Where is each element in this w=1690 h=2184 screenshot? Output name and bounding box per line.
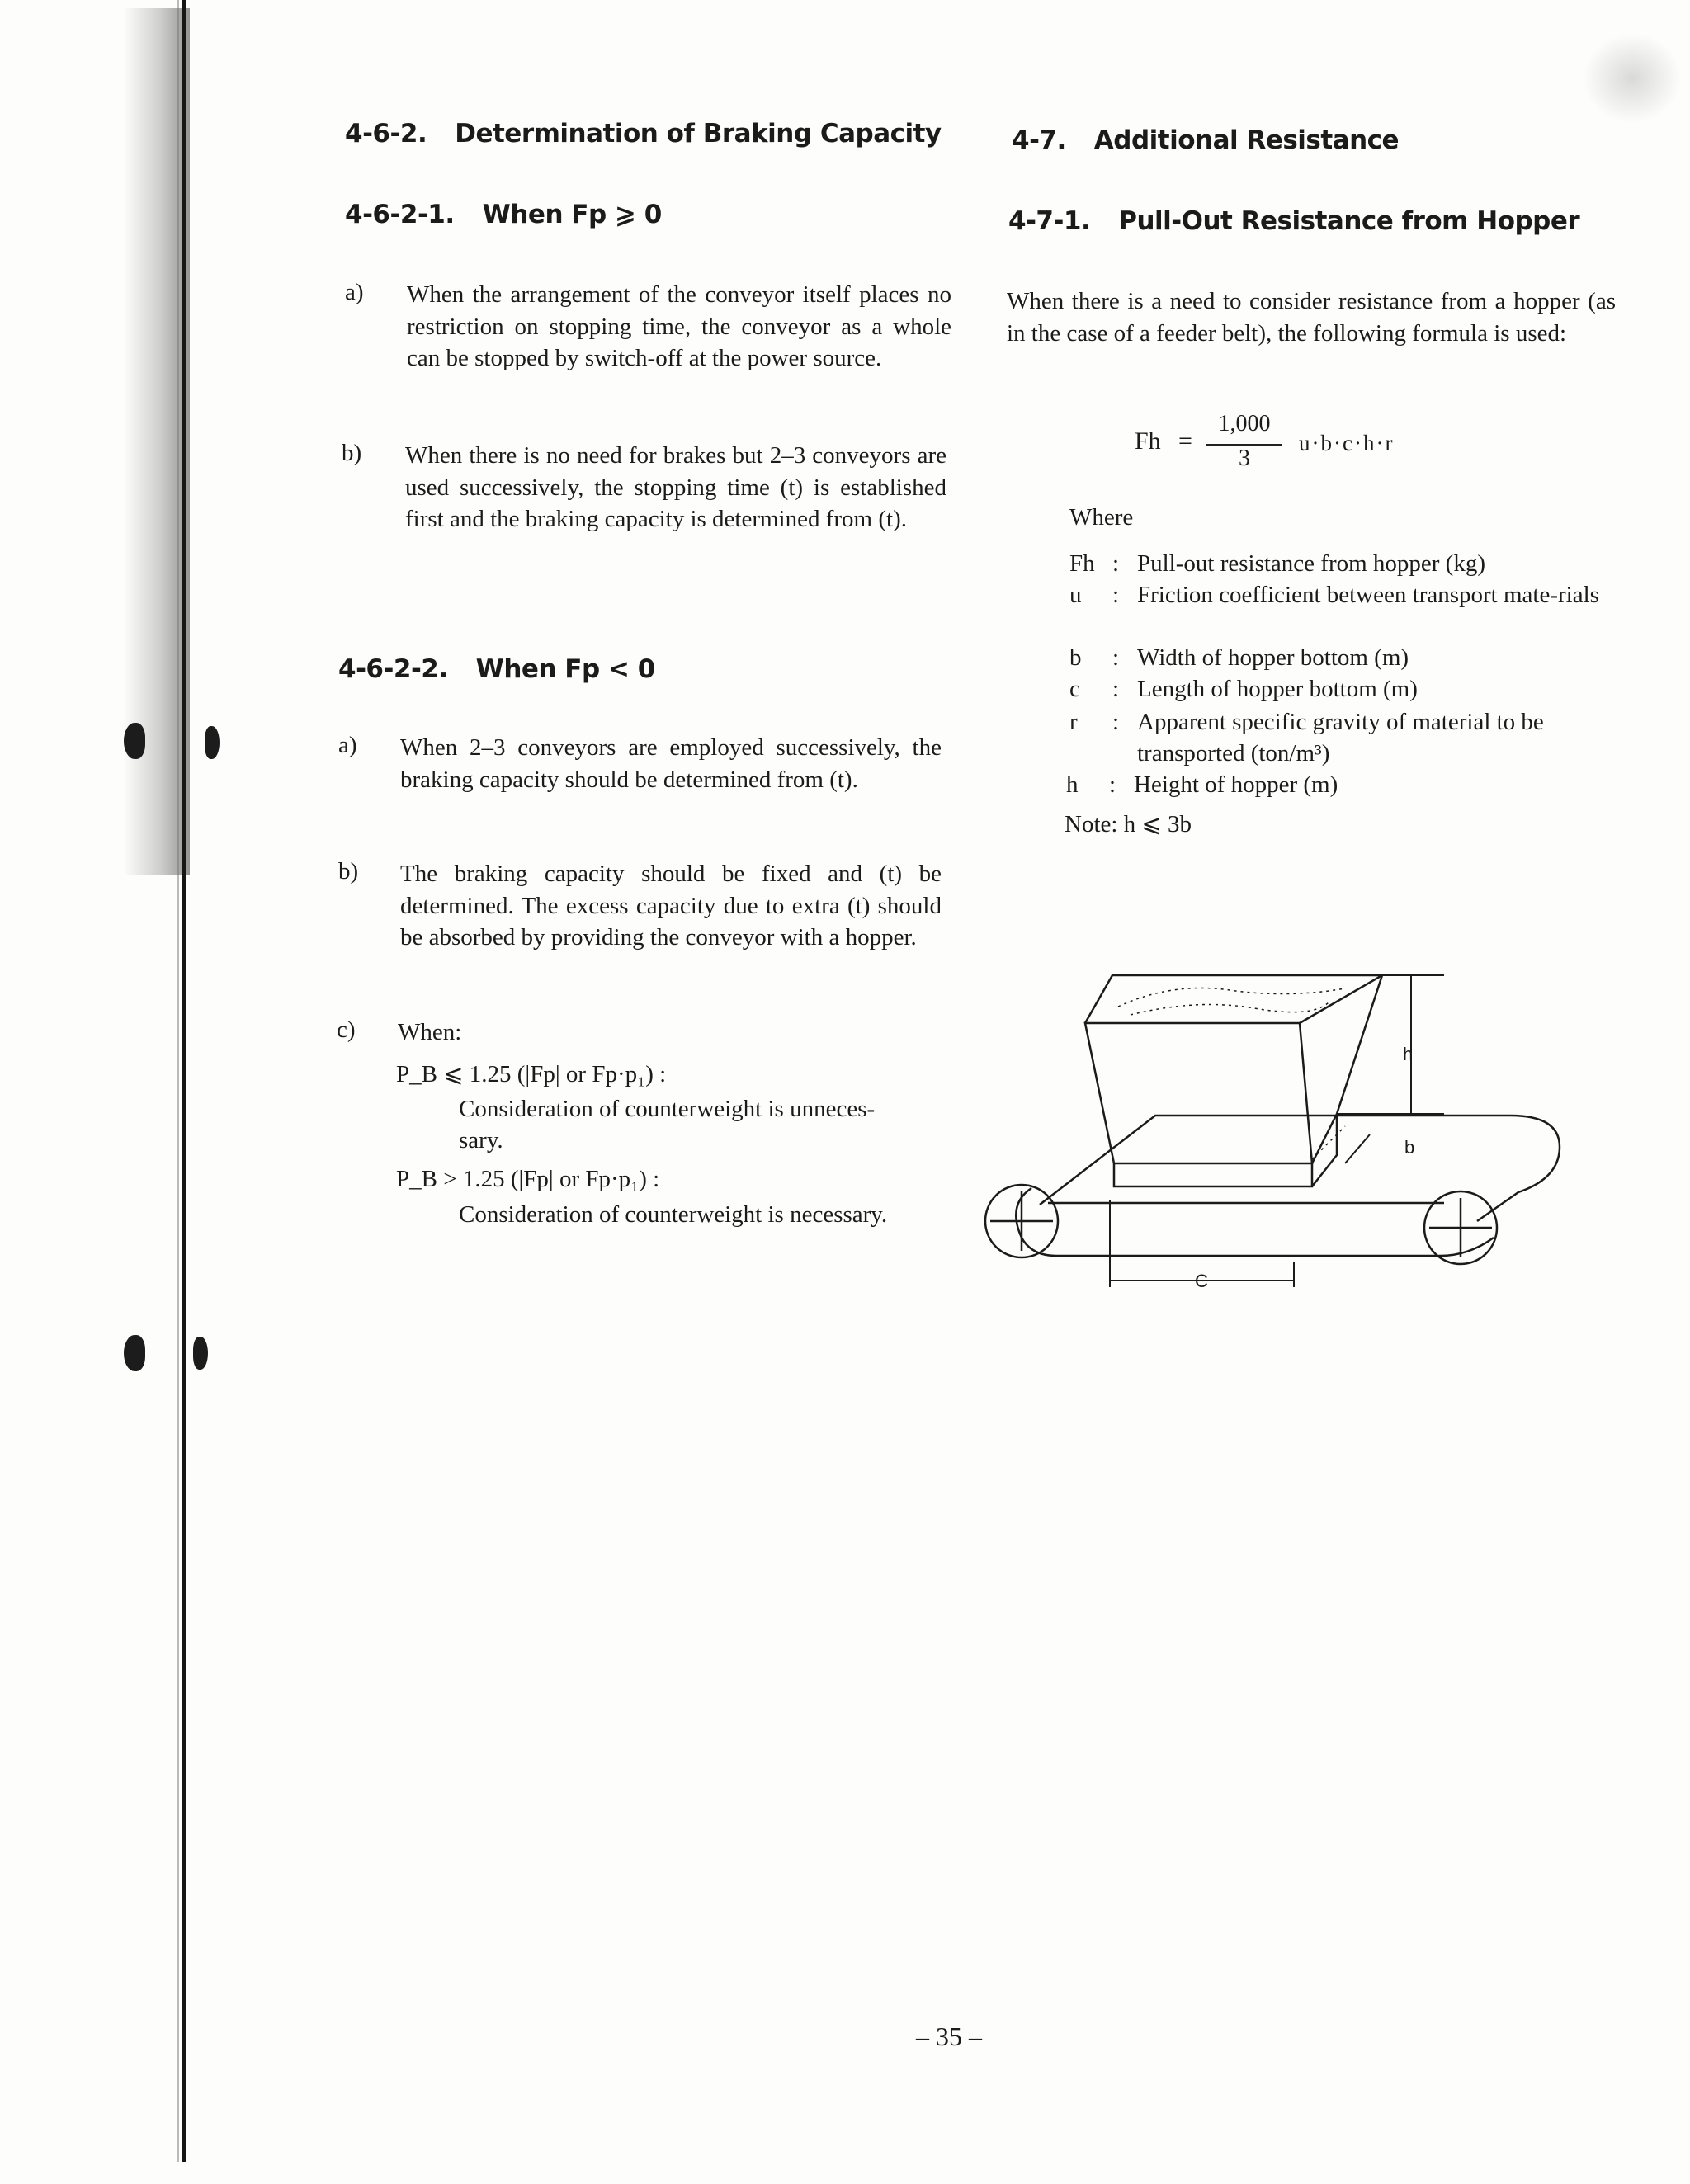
variable-symbol: b bbox=[1069, 644, 1082, 671]
variable-colon: : bbox=[1109, 771, 1116, 798]
dimension-b-label: b bbox=[1404, 1137, 1415, 1158]
subsection-title: When Fp ⩾ 0 bbox=[482, 200, 662, 229]
hopper-bottom-base bbox=[1114, 1114, 1337, 1186]
variable-row-u bbox=[1069, 579, 1631, 642]
belt-lower-edge bbox=[1016, 1188, 1494, 1256]
paragraph-4-6-2-2-b: The braking capacity should be fixed and (t) be determined. The excess capacity due to extra (t) should be absorbed by providing the conveyor with a hopper. bbox=[400, 861, 942, 950]
subsection-number: 4-7-1. bbox=[1008, 206, 1091, 236]
where-label: Where bbox=[1069, 504, 1134, 531]
subsection-heading-4-6-2-1 bbox=[345, 200, 662, 229]
paragraph-4-6-2-2-c: When: bbox=[398, 1019, 462, 1045]
punch-hole-right-upper bbox=[205, 726, 220, 759]
hopper-side bbox=[1312, 975, 1382, 1163]
section-number: 4-7. bbox=[1012, 125, 1066, 155]
section-title: Additional Resistance bbox=[1093, 125, 1400, 155]
variable-colon: : bbox=[1112, 550, 1120, 577]
variable-symbol: r bbox=[1069, 709, 1078, 735]
variable-colon: : bbox=[1112, 709, 1120, 735]
variable-colon: : bbox=[1112, 644, 1120, 671]
variable-description: Length of hopper bottom (m) bbox=[1137, 676, 1418, 702]
formula-equals: = bbox=[1178, 427, 1192, 455]
formula-lhs: Fh bbox=[1135, 427, 1161, 455]
variable-symbol: u bbox=[1069, 582, 1082, 608]
condition-2-expression: P_B > 1.25 (|Fp| or Fp·p₁) : bbox=[396, 1166, 660, 1192]
variable-colon: : bbox=[1112, 582, 1120, 608]
variable-description: Height of hopper (m) bbox=[1134, 771, 1338, 798]
dimension-h-label: h bbox=[1403, 1044, 1414, 1064]
binder-edge bbox=[182, 0, 186, 2162]
condition-1-expression: P_B ⩽ 1.25 (|Fp| or Fp·p₁) : bbox=[396, 1061, 667, 1087]
paragraph-4-6-2-1-a: When the arrangement of the conveyor itself places no restriction on stopping time, the conveyor as a whole can be stopped by switch-off at the power source. bbox=[407, 281, 951, 371]
variable-row-h bbox=[1066, 769, 1627, 802]
item-label-b: b) bbox=[338, 858, 359, 884]
variable-symbol: h bbox=[1066, 771, 1079, 798]
punch-hole-left-upper bbox=[124, 723, 145, 759]
variable-description: Friction coefficient between transport mate-rials bbox=[1137, 582, 1599, 608]
binder-edge-faint bbox=[177, 0, 179, 2162]
variable-symbol: Fh bbox=[1069, 550, 1095, 577]
belt-outline bbox=[1040, 1116, 1560, 1221]
punch-hole-right-lower bbox=[193, 1337, 208, 1370]
item-label-b: b) bbox=[342, 440, 362, 466]
variable-row-b bbox=[1069, 642, 1631, 675]
formula-numerator: 1,000 bbox=[1218, 411, 1271, 436]
item-label-c: c) bbox=[337, 1017, 356, 1043]
section-heading-4-6-2 bbox=[345, 119, 942, 149]
variable-row-c bbox=[1069, 673, 1631, 706]
subsection-heading-4-7-1 bbox=[1008, 206, 1579, 236]
page-number: – 35 – bbox=[916, 2021, 982, 2051]
condition-2-text: Consideration of counterweight is necessary. bbox=[459, 1201, 888, 1228]
formula-denominator: 3 bbox=[1239, 446, 1250, 471]
section-title: Determination of Braking Capacity bbox=[455, 119, 942, 149]
variable-description: Apparent specific gravity of material to be transported (ton/m³) bbox=[1137, 709, 1544, 767]
pulley-left-cross bbox=[990, 1191, 1053, 1251]
dimension-c-label: C bbox=[1195, 1271, 1208, 1291]
variable-colon: : bbox=[1112, 676, 1120, 702]
intro-paragraph: When there is a need to consider resistance from a hopper (as in the case of a feeder belt), the following formula is used: bbox=[1007, 288, 1616, 347]
item-label-a: a) bbox=[338, 732, 357, 758]
variable-row-r bbox=[1069, 706, 1631, 769]
note-text: Note: h ⩽ 3b bbox=[1065, 811, 1192, 837]
subsection-title: When Fp < 0 bbox=[475, 654, 655, 684]
dimension-h-line bbox=[1337, 975, 1444, 1114]
subsection-heading-4-6-2-2 bbox=[338, 654, 655, 684]
pulley-right-cross bbox=[1429, 1198, 1492, 1257]
hopper-diagram bbox=[982, 957, 1576, 1304]
section-number: 4-6-2. bbox=[345, 119, 427, 149]
condition-1-text-cont: sary. bbox=[459, 1127, 503, 1153]
variable-description: Pull-out resistance from hopper (kg) bbox=[1137, 550, 1486, 577]
condition-1-text: Consideration of counterweight is unneces- bbox=[459, 1096, 876, 1122]
subsection-number: 4-6-2-2. bbox=[338, 654, 448, 684]
subsection-title: Pull-Out Resistance from Hopper bbox=[1118, 206, 1580, 236]
formula-variables: u·b·c·h·r bbox=[1299, 431, 1395, 455]
paragraph-4-6-2-2-a: When 2–3 conveyors are employed successively, the braking capacity should be determined from (t). bbox=[400, 734, 942, 793]
subsection-number: 4-6-2-1. bbox=[345, 200, 455, 229]
dimension-b-line bbox=[1345, 1134, 1370, 1163]
variable-description: Width of hopper bottom (m) bbox=[1137, 644, 1409, 671]
paragraph-4-6-2-1-b: When there is no need for brakes but 2–3 conveyors are used successively, the stopping time (t) is established first and the braking capacity is determined from (t). bbox=[405, 442, 946, 532]
hopper-top bbox=[1085, 975, 1382, 1023]
material-texture bbox=[1118, 988, 1345, 1160]
variable-symbol: c bbox=[1069, 676, 1080, 702]
section-heading-4-7 bbox=[1012, 125, 1399, 155]
item-label-a: a) bbox=[345, 279, 364, 305]
variable-row-fh bbox=[1069, 548, 1631, 581]
scan-smudge bbox=[1583, 33, 1682, 124]
punch-hole-left-lower bbox=[124, 1335, 145, 1371]
